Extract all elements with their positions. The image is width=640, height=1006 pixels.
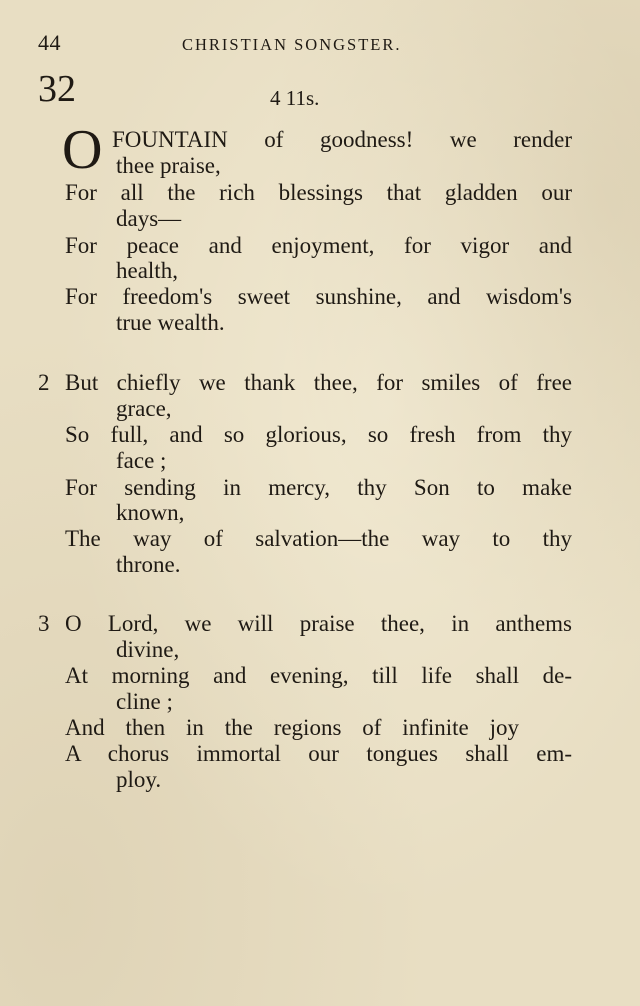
verse-1-line-8: true wealth. (116, 310, 225, 335)
drop-cap: O (62, 119, 103, 181)
verse-1-line-7: For freedom's sweet sunshine, and wisdom's (65, 284, 572, 309)
page-number: 44 (38, 30, 61, 55)
verse-1-line-2: thee praise, (116, 153, 221, 178)
verse-3-number: 3 (38, 611, 50, 636)
verse-2-line-7: The way of salvation—the way to thy (65, 526, 572, 551)
verse-2-line-2: grace, (116, 396, 172, 421)
verse-3-line-2: divine, (116, 637, 180, 662)
verse-2-line-4: face ; (116, 448, 167, 473)
verse-3-line-7: ploy. (116, 767, 162, 792)
verse-1-line-6: health, (116, 258, 178, 283)
verse-1-line-1: FOUNTAIN of goodness! we render (112, 127, 572, 152)
running-title: CHRISTIAN SONGSTER. (182, 35, 402, 54)
verse-2-line-1: But chiefly we thank thee, for smiles of free (65, 370, 572, 395)
verse-3-line-5: And then in the regions of infinite joy (65, 715, 519, 740)
hymn-number: 32 (38, 68, 76, 110)
verse-2-line-8: throne. (116, 552, 181, 577)
verse-2-line-6: known, (116, 500, 185, 525)
hymn-meter: 4 11s. (270, 86, 320, 110)
verse-2-number: 2 (38, 370, 50, 395)
verse-3-line-6: A chorus immortal our tongues shall em- (65, 741, 572, 766)
verse-2-line-5: For sending in mercy, thy Son to make (65, 475, 572, 500)
verse-3-line-1: O Lord, we will praise thee, in anthems (65, 611, 572, 636)
verse-3-line-3: At morning and evening, till life shall de- (65, 663, 572, 688)
verse-2-line-3: So full, and so glorious, so fresh from thy (65, 422, 572, 447)
verse-3-line-4: cline ; (116, 689, 173, 714)
verse-1-line-4: days— (116, 206, 182, 231)
verse-1-line-3: For all the rich blessings that gladden our (65, 180, 572, 205)
verse-1-line-5: For peace and enjoyment, for vigor and (65, 233, 572, 258)
